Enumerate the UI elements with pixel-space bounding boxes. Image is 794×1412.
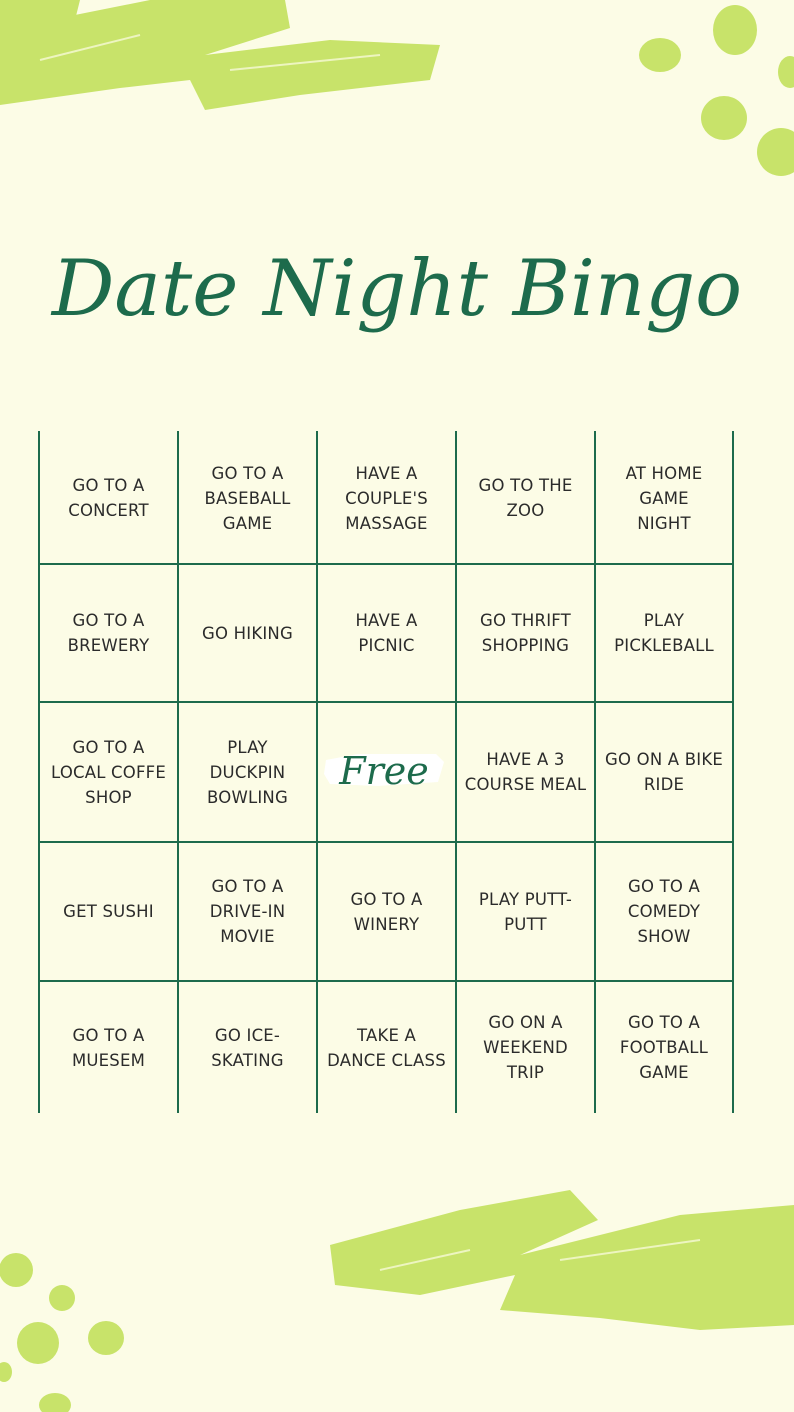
bingo-cell[interactable]: [40, 982, 177, 1113]
bingo-cell[interactable]: [318, 433, 455, 563]
bingo-cell[interactable]: [596, 703, 732, 841]
bingo-cell-label: AT HOME GAME NIGHT: [625, 463, 703, 533]
bingo-grid: [38, 431, 734, 1113]
bingo-cell-label: PLAY PICKLEBALL: [614, 611, 714, 655]
brush-stroke-top: [0, 0, 440, 110]
free-space-label: Free: [339, 749, 429, 793]
bingo-cell[interactable]: [179, 433, 316, 563]
title-text: Date Night Bingo: [51, 244, 743, 334]
bingo-cell-label: GO ICE- SKATING: [211, 1025, 284, 1070]
bingo-cell-label: GO HIKING: [202, 623, 293, 643]
bingo-cell[interactable]: [179, 703, 316, 841]
bingo-cell[interactable]: [318, 843, 455, 980]
bingo-cell-label: HAVE A COUPLE'S MASSAGE: [345, 463, 428, 533]
dot: [757, 128, 794, 176]
bingo-cell-label: GO TO A COMEDY SHOW: [627, 877, 701, 946]
bingo-cell-label: GO TO A CONCERT: [68, 476, 149, 520]
dot: [49, 1285, 75, 1311]
page-title: [0, 210, 794, 370]
dot: [88, 1321, 124, 1355]
dot: [639, 38, 681, 72]
bingo-cell-label: GO TO A FOOTBALL GAME: [619, 1013, 709, 1082]
brush-stroke-top-2: [0, 0, 80, 35]
dot: [39, 1393, 71, 1412]
bingo-cell[interactable]: [179, 982, 316, 1113]
bingo-cell-label: GO ON A BIKE RIDE: [605, 750, 723, 794]
bingo-cell-label: GO TO THE ZOO: [478, 476, 573, 520]
bingo-cell-label: PLAY PUTT- PUTT: [478, 889, 573, 934]
dot: [713, 5, 757, 55]
dot: [778, 56, 794, 88]
bingo-cell-label: HAVE A 3 COURSE MEAL: [464, 750, 587, 794]
bingo-cell-label: GO TO A MUESEM: [71, 1025, 146, 1070]
bingo-cell-label: PLAY DUCKPIN BOWLING: [207, 737, 288, 807]
bingo-cell[interactable]: [40, 565, 177, 701]
bingo-cell[interactable]: [179, 843, 316, 980]
bingo-cell-label: GO TO A DRIVE-IN MOVIE: [209, 877, 286, 946]
bingo-cell[interactable]: [457, 565, 594, 701]
grid-line-vertical: [732, 431, 734, 1113]
bingo-cell[interactable]: [596, 982, 732, 1113]
bingo-cell-free[interactable]: [318, 703, 455, 841]
free-space: [318, 704, 455, 840]
bingo-cell-label: GO THRIFT SHOPPING: [480, 611, 571, 655]
bingo-cell[interactable]: [457, 433, 594, 563]
bingo-cell-label: TAKE A DANCE CLASS: [327, 1025, 446, 1070]
bingo-cell[interactable]: [179, 565, 316, 701]
bingo-cell-label: GET SUSHI: [63, 902, 154, 921]
dot: [17, 1322, 59, 1364]
bingo-cell-label: GO TO A BREWERY: [67, 611, 150, 655]
bingo-cell[interactable]: [457, 703, 594, 841]
dot: [0, 1253, 33, 1287]
dot: [0, 1362, 12, 1382]
bingo-cell-label: GO ON A WEEKEND TRIP: [483, 1013, 568, 1082]
bingo-cell[interactable]: [596, 843, 732, 980]
bingo-cell[interactable]: [596, 565, 732, 701]
bingo-cell-label: GO TO A BASEBALL GAME: [204, 463, 291, 533]
bingo-cell[interactable]: [457, 982, 594, 1113]
bingo-cell[interactable]: [318, 982, 455, 1113]
bingo-cell[interactable]: [40, 703, 177, 841]
bingo-cell-label: HAVE A PICNIC: [355, 611, 418, 655]
bingo-cell[interactable]: [40, 843, 177, 980]
bingo-cell-label: GO TO A WINERY: [350, 889, 423, 934]
bingo-cell[interactable]: [40, 433, 177, 563]
bingo-cell[interactable]: [457, 843, 594, 980]
bingo-cell-label: GO TO A LOCAL COFFE SHOP: [51, 737, 166, 807]
bingo-cell[interactable]: [318, 565, 455, 701]
bingo-cell[interactable]: [596, 433, 732, 563]
dot: [701, 96, 747, 140]
brush-stroke-bottom: [330, 1190, 794, 1330]
